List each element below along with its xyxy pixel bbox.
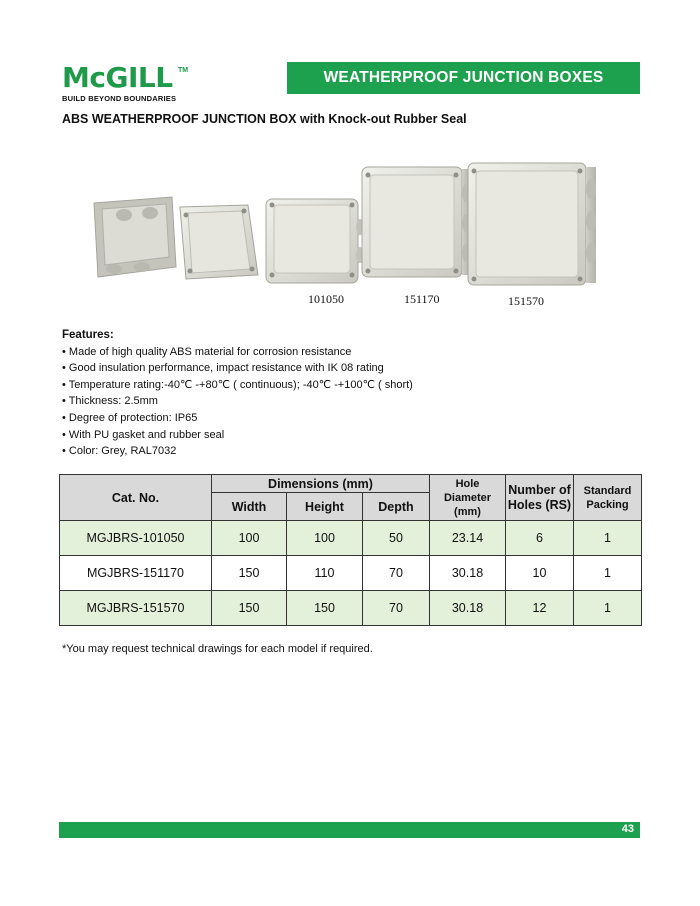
open-box-base-image [94, 197, 176, 277]
section-banner [287, 62, 640, 94]
cell-height: 150 [287, 591, 363, 626]
spec-table [59, 474, 642, 626]
cell-cat: MGJBRS-151570 [60, 591, 212, 626]
cell-hole: 30.18 [430, 556, 506, 591]
cell-cat: MGJBRS-101050 [60, 521, 212, 556]
mcgill-logo [62, 63, 202, 103]
feature-item: • Made of high quality ABS material for corrosion resistance [62, 345, 352, 358]
header-number-of-holes: Number of Holes (RS) [506, 475, 574, 521]
header-standard-packing: Standard Packing [574, 475, 642, 521]
header-dimensions: Dimensions (mm) [212, 475, 430, 493]
cell-packing: 1 [574, 556, 642, 591]
header-hole-diameter: Hole Diameter (mm) [430, 475, 506, 521]
cell-holes: 10 [506, 556, 574, 591]
feature-item: • Color: Grey, RAL7032 [62, 445, 177, 458]
header-cat-no: Cat. No. [60, 475, 212, 521]
cell-width: 150 [212, 556, 287, 591]
header-width: Width [212, 493, 287, 521]
cell-depth: 70 [363, 591, 430, 626]
logo-wordmark: McGILL [62, 61, 173, 94]
box-151570-image [468, 163, 596, 285]
table-row [60, 521, 642, 556]
cell-holes: 6 [506, 521, 574, 556]
cell-packing: 1 [574, 521, 642, 556]
features-section [62, 327, 413, 460]
box-lid-image [180, 205, 258, 279]
photo-label-151170: 151170 [404, 292, 440, 306]
feature-item: • Degree of protection: IP65 [62, 411, 198, 424]
feature-item: • Temperature rating:-40℃ -+80℃ ( continuous); -40℃ -+100℃ ( short) [62, 378, 413, 391]
box-101050-image [266, 199, 364, 283]
feature-item: • With PU gasket and rubber seal [62, 428, 225, 441]
cell-packing: 1 [574, 591, 642, 626]
drawings-note: *You may request technical drawings for each model if required. [62, 643, 373, 655]
cell-depth: 70 [363, 556, 430, 591]
footer-bar [59, 822, 640, 838]
cell-hole: 30.18 [430, 591, 506, 626]
header-depth: Depth [363, 493, 430, 521]
cell-cat: MGJBRS-151170 [60, 556, 212, 591]
feature-item: • Good insulation performance, impact resistance with IK 08 rating [62, 362, 384, 375]
product-photos [80, 155, 620, 305]
cell-width: 100 [212, 521, 287, 556]
feature-item: • Thickness: 2.5mm [62, 395, 158, 408]
cell-hole: 23.14 [430, 521, 506, 556]
photo-label-101050: 101050 [308, 292, 344, 306]
banner-title: WEATHERPROOF JUNCTION BOXES [323, 69, 604, 86]
product-subtitle: ABS WEATHERPROOF JUNCTION BOX with Knock-out Rubber Seal [62, 112, 467, 126]
page-number: 43 [621, 823, 634, 835]
cell-holes: 12 [506, 591, 574, 626]
cell-depth: 50 [363, 521, 430, 556]
cell-height: 100 [287, 521, 363, 556]
cell-height: 110 [287, 556, 363, 591]
cell-width: 150 [212, 591, 287, 626]
table-row [60, 591, 642, 626]
features-heading: Features: [62, 329, 114, 341]
box-151170-image [362, 167, 470, 277]
table-header-row [60, 475, 642, 493]
table-row [60, 556, 642, 591]
logo-trademark: TM [178, 67, 189, 74]
logo-tagline: BUILD BEYOND BOUNDARIES [62, 94, 177, 103]
header-height: Height [287, 493, 363, 521]
photo-label-151570: 151570 [508, 294, 544, 308]
